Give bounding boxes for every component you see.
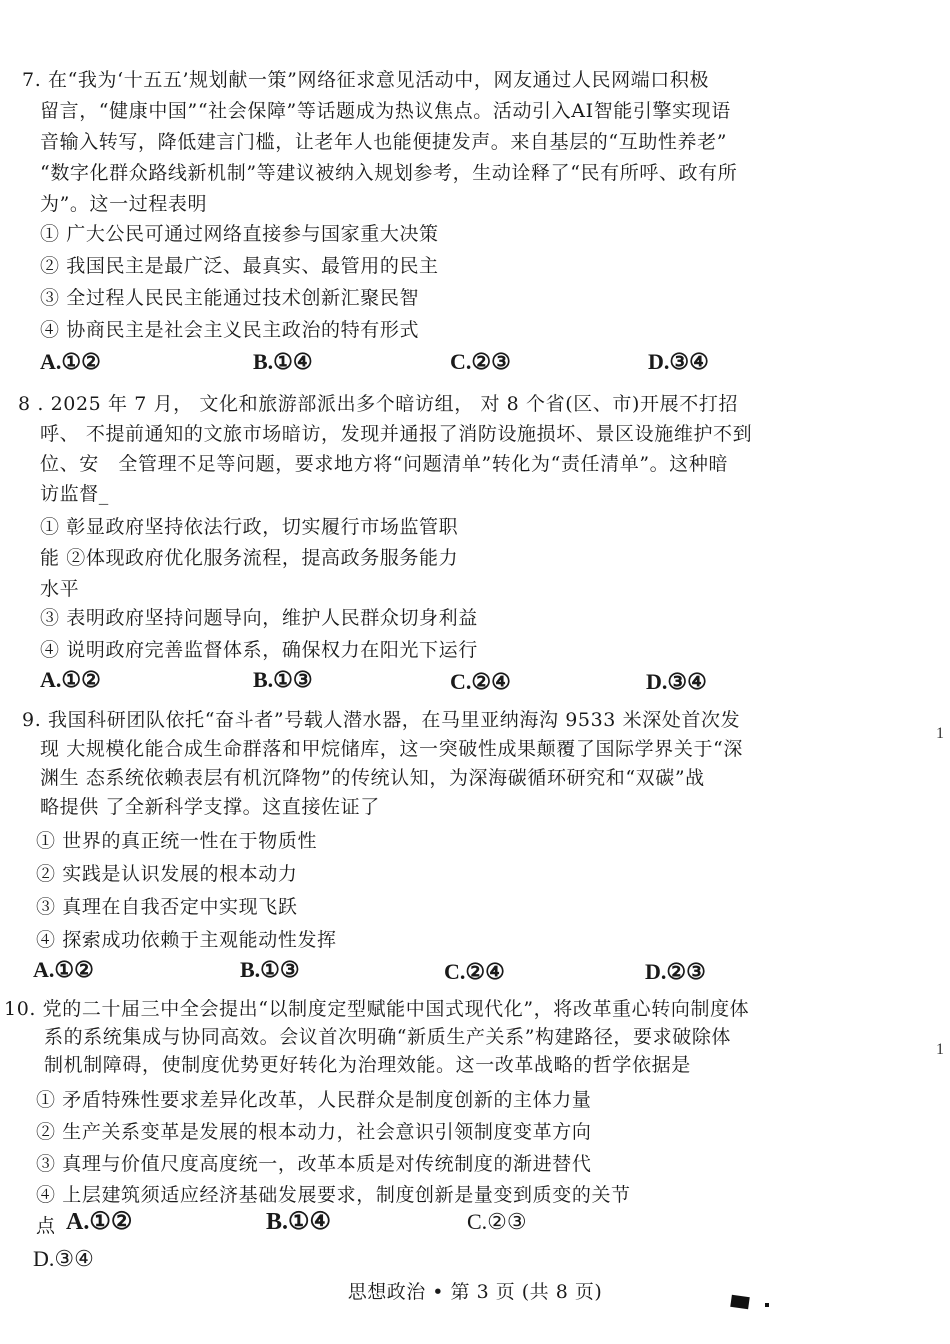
- question-7-item: ③ 全过程人民民主能通过技术创新汇聚民智: [40, 287, 420, 309]
- footer-subject: 思想政治: [347, 1281, 426, 1303]
- question-7-option-a: A.①②: [40, 349, 101, 374]
- footer-page-number: • 第 3 页 (共 8 页): [432, 1281, 603, 1303]
- question-8-option-d: D.③④: [646, 669, 707, 694]
- question-7-stem-line: “数字化群众路线新机制”等建议被纳入规划参考，生动诠释了“民有所呼、政有所: [40, 162, 738, 184]
- question-9-option-b: B.①③: [240, 957, 300, 982]
- question-7-stem-line: 为”。这一过程表明: [40, 193, 208, 215]
- question-10-stem-line: 10. 党的二十届三中全会提出“以制度定型赋能中国式现代化”，将改革重心转向制度体: [4, 998, 750, 1020]
- question-8-option-c: C.②④: [450, 669, 511, 694]
- question-9-stem-line: 渊生 态系统依赖表层有机沉降物”的传统认知，为深海碳循环研究和“双碳”战: [40, 767, 705, 789]
- question-8-item: 水平: [40, 578, 80, 600]
- question-7-stem-line: 7. 在“我为‘十五五’规划献一策”网络征求意见活动中，网友通过人民网端口积极: [22, 69, 710, 91]
- margin-mark: 1: [936, 725, 944, 742]
- question-10-stem-line: 系的系统集成与协同高效。会议首次明确“新质生产关系”构建路径，要求破除体: [44, 1026, 732, 1048]
- scan-smudge: [765, 1303, 769, 1307]
- scan-smudge: [730, 1295, 749, 1309]
- question-9-item: ③ 真理在自我否定中实现飞跃: [36, 896, 298, 918]
- question-9-item: ④ 探索成功依赖于主观能动性发挥: [36, 929, 337, 951]
- question-8-option-a: A.①②: [40, 667, 101, 692]
- question-9-option-d: D.②③: [645, 959, 706, 984]
- question-8-option-b: B.①③: [253, 667, 313, 692]
- question-8-stem-line: 位、安 全管理不足等问题，要求地方将“问题清单”转化为“责任清单”。这种暗: [40, 453, 729, 475]
- question-9-stem-line: 9. 我国科研团队依托“奋斗者”号载人潜水器，在马里亚纳海沟 9533 米深处首次发: [22, 709, 741, 731]
- question-10-option-c: C.②③: [467, 1209, 527, 1234]
- question-7-option-d: D.③④: [648, 349, 709, 374]
- question-9-stem-line: 现 大规模化能合成生命群落和甲烷储库，这一突破性成果颠覆了国际学界关于“深: [40, 738, 743, 760]
- question-9-item: ① 世界的真正统一性在于物质性: [36, 830, 318, 852]
- question-10-item: ① 矛盾特殊性要求差异化改革，人民群众是制度创新的主体力量: [36, 1089, 592, 1111]
- question-10-option-b: B.①④: [266, 1209, 332, 1235]
- question-8-stem-line: 访监督_: [40, 483, 109, 505]
- question-7-item: ① 广大公民可通过网络直接参与国家重大决策: [40, 223, 439, 245]
- question-10-item: ④ 上层建筑须适应经济基础发展要求，制度创新是量变到质变的关节: [36, 1184, 631, 1206]
- question-10-item: ② 生产关系变革是发展的根本动力，社会意识引领制度变革方向: [36, 1121, 592, 1143]
- question-10-option-d: D.③④: [33, 1246, 94, 1271]
- question-8-item: ④ 说明政府完善监督体系，确保权力在阳光下运行: [40, 639, 478, 661]
- question-7-stem-line: 音输入转写，降低建言门槛，让老年人也能便捷发声。来自基层的“互助性养老”: [40, 131, 728, 153]
- page-footer: [0, 1280, 950, 1304]
- question-8-stem-line: 呼、 不提前通知的文旅市场暗访，发现并通报了消防设施损坏、景区设施维护不到: [40, 423, 753, 445]
- question-9-item: ② 实践是认识发展的根本动力: [36, 863, 298, 885]
- question-10-item-tail: 点: [36, 1215, 56, 1237]
- question-8-item: ① 彰显政府坚持依法行政，切实履行市场监管职: [40, 516, 459, 538]
- question-9-option-c: C.②④: [444, 959, 505, 984]
- question-7-option-b: B.①④: [253, 349, 313, 374]
- question-10-option-a: A.①②: [66, 1209, 133, 1235]
- margin-mark: 1: [936, 1041, 944, 1058]
- question-8-item: ③ 表明政府坚持问题导向，维护人民群众切身利益: [40, 607, 478, 629]
- question-7-stem-line: 留言，“健康中国”“社会保障”等话题成为热议焦点。活动引入AI智能引擎实现语: [40, 100, 731, 122]
- question-7-item: ④ 协商民主是社会主义民主政治的特有形式: [40, 319, 420, 341]
- question-9-stem-line: 略提供 了全新科学支撑。这直接佐证了: [40, 796, 380, 818]
- question-10-item: ③ 真理与价值尺度高度统一，改革本质是对传统制度的渐进替代: [36, 1153, 592, 1175]
- question-9-option-a: A.①②: [33, 957, 94, 982]
- question-10-stem-line: 制机制障碍，使制度优势更好转化为治理效能。这一改革战略的哲学依据是: [44, 1054, 691, 1076]
- question-7-item: ② 我国民主是最广泛、最真实、最管用的民主: [40, 255, 439, 277]
- question-7-option-c: C.②③: [450, 349, 511, 374]
- question-8-stem-line: 8 . 2025 年 7 月， 文化和旅游部派出多个暗访组， 对 8 个省(区、市)开展不打招: [18, 393, 739, 415]
- question-8-item: 能 ②体现政府优化服务流程，提高政务服务能力: [40, 547, 459, 569]
